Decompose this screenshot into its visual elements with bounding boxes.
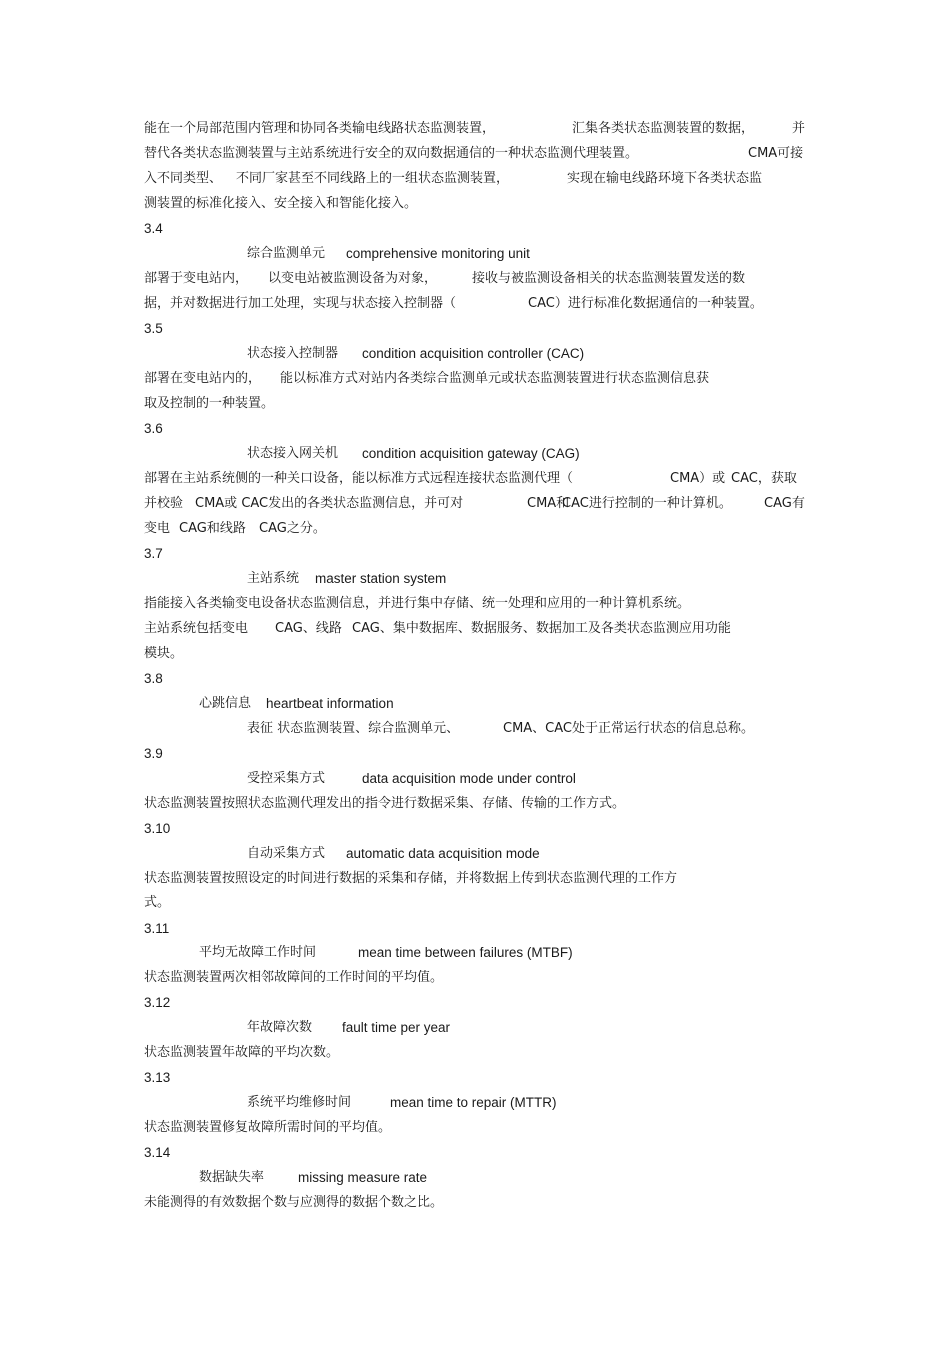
term-english: comprehensive monitoring unit: [346, 246, 530, 261]
text-segment: CMA或 CAC发出的各类状态监测信息，并可对: [195, 496, 464, 511]
term-chinese: 平均无故障工作时间: [199, 945, 317, 960]
text-segment: 指能接入各类输变电设备状态监测信息，并进行集中存储、统一处理和应用的一种计算机系统。: [144, 596, 691, 611]
term-chinese: 年故障次数: [247, 1020, 313, 1035]
term-chinese: 系统平均维修时间: [247, 1095, 352, 1110]
section-number: 3.13: [144, 1070, 171, 1085]
text-segment: CAG之分。: [259, 521, 326, 536]
text-segment: 模块。: [144, 646, 184, 661]
section-number: 3.10: [144, 821, 171, 836]
text-segment: 接收与被监测设备相关的状态监测装置发送的数: [472, 271, 746, 286]
term-chinese: 状态接入控制器: [247, 346, 339, 361]
text-segment: 状态监测装置按照状态监测代理发出的指令进行数据采集、存储、传输的工作方式。: [144, 796, 626, 811]
term-english: mean time between failures (MTBF): [358, 945, 573, 960]
text-segment: 不同厂家甚至不同线路上的一组状态监测装置，: [236, 171, 510, 186]
text-segment: CAG和线路: [179, 521, 246, 536]
text-segment: CMA可接: [748, 146, 804, 161]
term-english: condition acquisition gateway (CAG): [362, 446, 580, 461]
term-chinese: 主站系统: [247, 571, 300, 586]
section-number: 3.4: [144, 221, 163, 236]
text-segment: CMA）或: [670, 471, 726, 486]
text-segment: 状态监测装置按照设定的时间进行数据的采集和存储，并将数据上传到状态监测代理的工作方: [144, 871, 678, 886]
text-segment: 部署在主站系统侧的一种关口设备，能以标准方式远程连接状态监测代理（: [144, 471, 574, 486]
term-chinese: 受控采集方式: [247, 771, 326, 786]
text-segment: CAC，获取: [731, 471, 797, 486]
text-segment: 未能测得的有效数据个数与应测得的数据个数之比。: [144, 1195, 444, 1210]
text-segment: CMA和: [527, 496, 570, 511]
text-segment: CMA、CAC处于正常运行状态的信息总称。: [503, 721, 755, 736]
term-chinese: 数据缺失率: [199, 1170, 265, 1185]
text-segment: CAG有: [764, 496, 805, 511]
text-segment: 部署在变电站内的，: [144, 371, 262, 386]
term-chinese: 自动采集方式: [247, 846, 326, 861]
section-number: 3.14: [144, 1145, 171, 1160]
section-number: 3.11: [144, 921, 170, 936]
term-english: automatic data acquisition mode: [346, 846, 540, 861]
text-segment: 式。: [144, 895, 171, 910]
text-segment: CAG、线路: [275, 621, 342, 636]
text-segment: 状态监测装置两次相邻故障间的工作时间的平均值。: [144, 970, 444, 985]
section-number: 3.8: [144, 671, 163, 686]
text-segment: CAC进行控制的一种计算机。: [562, 496, 732, 511]
term-english: fault time per year: [342, 1020, 451, 1035]
term-english: heartbeat information: [266, 696, 394, 711]
text-segment: 主站系统包括变电: [144, 621, 249, 636]
section-number: 3.5: [144, 321, 163, 336]
text-segment: 能以标准方式对站内各类综合监测单元或状态监测装置进行状态监测信息获: [280, 371, 710, 386]
term-english: condition acquisition controller (CAC): [362, 346, 585, 361]
text-segment: 并: [792, 121, 806, 136]
text-segment: 取及控制的一种装置。: [144, 396, 275, 411]
text-segment: 状态监测装置修复故障所需时间的平均值。: [144, 1120, 392, 1135]
section-number: 3.12: [144, 995, 171, 1010]
text-segment: 以变电站被监测设备为对象，: [268, 271, 438, 286]
text-segment: 并校验: [144, 496, 184, 511]
term-chinese: 状态接入网关机: [247, 446, 339, 461]
section-number: 3.6: [144, 421, 163, 436]
text-segment: 替代各类状态监测装置与主站系统进行安全的双向数据通信的一种状态监测代理装置。: [144, 146, 639, 161]
term-english: data acquisition mode under control: [362, 771, 576, 786]
text-segment: 实现在输电线路环境下各类状态监: [567, 171, 763, 186]
term-english: missing measure rate: [298, 1170, 428, 1185]
text-segment: 状态监测装置年故障的平均次数。: [144, 1045, 340, 1060]
text-segment: 能在一个局部范围内管理和协同各类输电线路状态监测装置，: [144, 121, 496, 136]
text-segment: 汇集各类状态监测装置的数据，: [572, 121, 755, 136]
term-english: mean time to repair (MTTR): [390, 1095, 557, 1110]
section-number: 3.7: [144, 546, 163, 561]
text-segment: CAC）进行标准化数据通信的一种装置。: [528, 296, 763, 311]
text-segment: 表征 状态监测装置、综合监测单元、: [247, 721, 460, 736]
text-segment: 据，并对数据进行加工处理，实现与状态接入控制器（: [144, 296, 457, 311]
text-segment: CAG、集中数据库、数据服务、数据加工及各类状态监测应用功能: [352, 621, 731, 636]
term-chinese: 心跳信息: [199, 696, 252, 711]
text-segment: 部署于变电站内，: [144, 271, 249, 286]
term-english: master station system: [315, 571, 447, 586]
text-segment: 变电: [144, 521, 171, 536]
term-chinese: 综合监测单元: [247, 246, 326, 261]
section-number: 3.9: [144, 746, 163, 761]
text-segment: 测装置的标准化接入、安全接入和智能化接入。: [144, 196, 418, 211]
text-segment: 入不同类型、: [144, 171, 223, 186]
